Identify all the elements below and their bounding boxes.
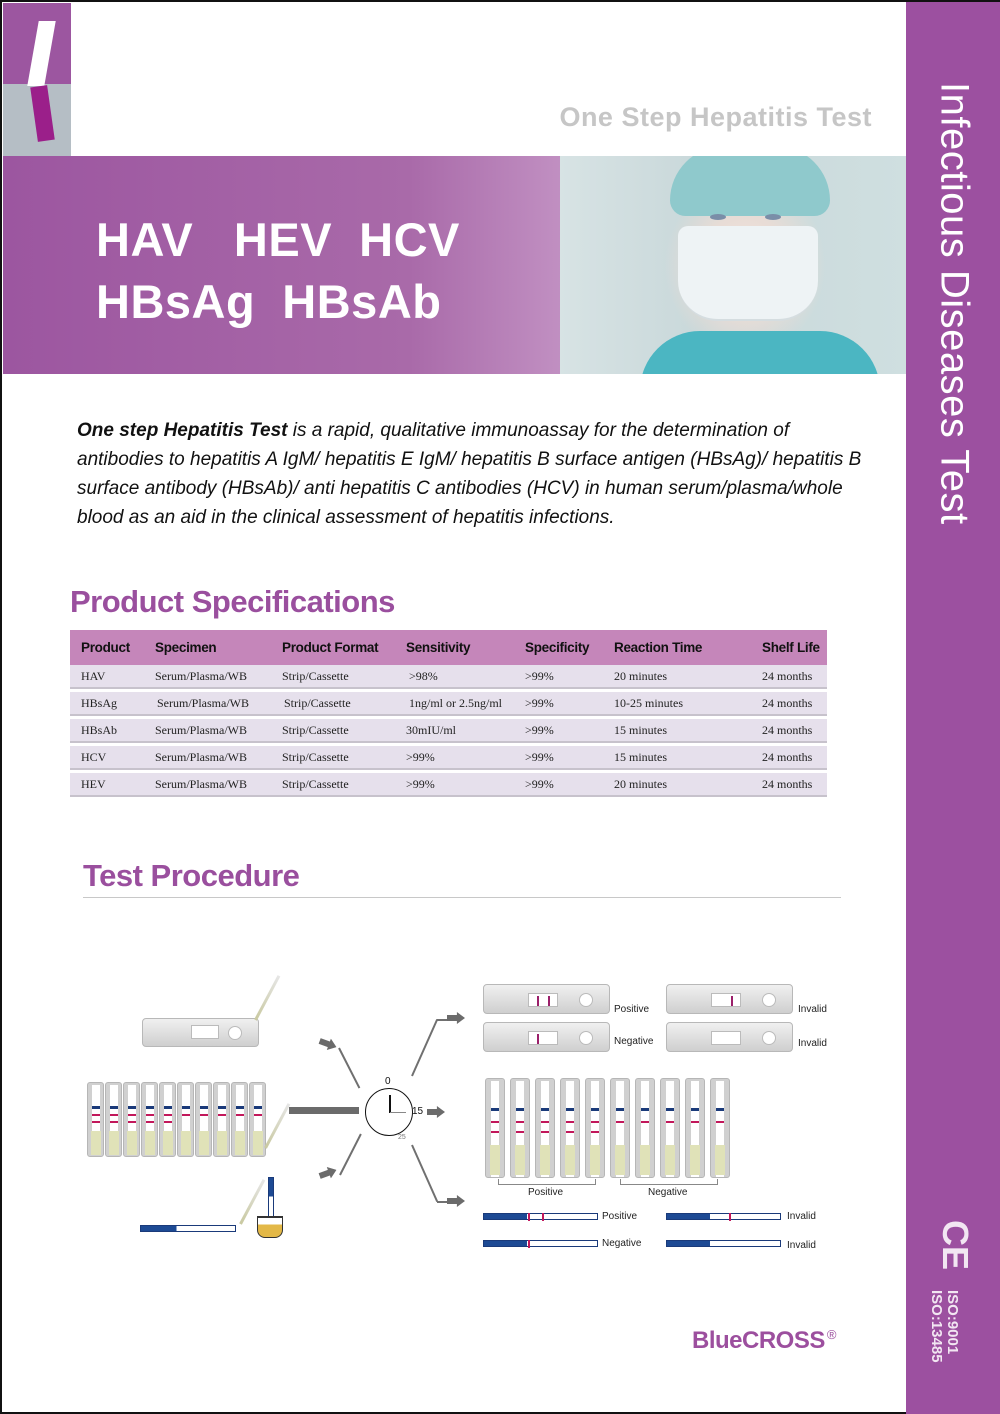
positive-bracket bbox=[498, 1179, 596, 1185]
section-divider bbox=[83, 897, 841, 898]
intro-body: is a rapid, qualitative immunoassay for the determination of antibodies to hepatitis A IgM/ hepatitis E IgM/ hepatitis B surface antigen (HBsAg)/ hepatitis B surface antibody (HBsAb)/ anti hepatitis C antibodies (HCV) in human serum/plasma/whole blood as an aid in the clinical assessment of hepatitis infections. bbox=[77, 420, 862, 528]
strip-result-negative: Negative bbox=[602, 1238, 642, 1249]
table-row bbox=[70, 692, 827, 716]
hero-banner bbox=[3, 156, 906, 374]
table-row bbox=[70, 746, 827, 770]
cell: Serum/Plasma/WB bbox=[155, 776, 247, 791]
negative-bracket bbox=[620, 1179, 718, 1185]
arrow-right-icon bbox=[447, 1195, 465, 1207]
col-format: Product Format bbox=[282, 640, 379, 655]
cell: 24 months bbox=[762, 668, 813, 683]
connector-line bbox=[339, 1134, 362, 1176]
cell: >99% bbox=[525, 722, 554, 737]
arrow-right-icon bbox=[427, 1106, 445, 1118]
clock-label-15: 15 bbox=[412, 1106, 424, 1117]
registered-mark: ® bbox=[826, 1327, 836, 1342]
logo-mark bbox=[3, 3, 71, 157]
doctor-photo bbox=[560, 156, 906, 374]
col-specificity: Specificity bbox=[525, 640, 590, 655]
strip-result-invalid-2: Invalid bbox=[787, 1240, 816, 1251]
cell: Strip/Cassette bbox=[284, 695, 351, 710]
cassette-negative bbox=[483, 1022, 610, 1052]
col-specimen: Specimen bbox=[155, 640, 217, 655]
specifications-table bbox=[70, 630, 827, 797]
cell: 30mIU/ml bbox=[406, 722, 456, 737]
iso-9001-label: ISO:9001 bbox=[944, 1290, 961, 1355]
cell: Strip/Cassette bbox=[282, 668, 349, 683]
cell: 10-25 minutes bbox=[614, 695, 683, 710]
brand-logo bbox=[692, 1327, 836, 1355]
connector-line bbox=[411, 1019, 438, 1076]
cell: 15 minutes bbox=[614, 722, 667, 737]
sample-tubes-illustration bbox=[87, 1082, 266, 1157]
process-bar bbox=[289, 1107, 359, 1114]
cassette-invalid-2 bbox=[666, 1022, 793, 1052]
col-reaction-time: Reaction Time bbox=[614, 640, 703, 655]
cell: >98% bbox=[409, 668, 438, 683]
cassette-result-invalid-2: Invalid bbox=[798, 1038, 827, 1049]
pipette-icon bbox=[264, 1103, 290, 1149]
strip-invalid-2 bbox=[666, 1240, 781, 1247]
cell: 20 minutes bbox=[614, 668, 667, 683]
clock-label-25: 25 bbox=[398, 1134, 406, 1141]
cell: HBsAb bbox=[81, 722, 118, 737]
product-specifications-heading: Product Specifications bbox=[70, 584, 395, 619]
cell: Strip/Cassette bbox=[282, 749, 349, 764]
cell: HCV bbox=[81, 749, 107, 764]
intro-paragraph bbox=[77, 416, 877, 532]
strip-negative bbox=[483, 1240, 598, 1247]
col-shelf-life: Shelf Life bbox=[762, 640, 820, 655]
col-sensitivity: Sensitivity bbox=[406, 640, 471, 655]
document-subtitle: One Step Hepatitis Test bbox=[559, 102, 872, 132]
col-product: Product bbox=[81, 640, 130, 655]
strip-result-invalid-1: Invalid bbox=[787, 1211, 816, 1222]
cell: HEV bbox=[81, 776, 106, 791]
iso-certifications bbox=[928, 1290, 960, 1363]
iso-13485-label: ISO:13485 bbox=[928, 1290, 945, 1363]
test-procedure-heading: Test Procedure bbox=[83, 858, 300, 893]
connector-line bbox=[411, 1145, 438, 1202]
cell: Strip/Cassette bbox=[282, 776, 349, 791]
cell: 20 minutes bbox=[614, 776, 667, 791]
cell: 24 months bbox=[762, 749, 813, 764]
cassette-result-positive: Positive bbox=[614, 1004, 650, 1015]
cell: Strip/Cassette bbox=[282, 722, 349, 737]
table-row bbox=[70, 773, 827, 797]
cell: >99% bbox=[525, 695, 554, 710]
strip-invalid-1 bbox=[666, 1213, 781, 1220]
brand-name: BlueCROSS bbox=[692, 1327, 825, 1354]
strip-positive bbox=[483, 1213, 598, 1220]
cell: >99% bbox=[406, 749, 435, 764]
category-side-bar bbox=[906, 2, 1000, 1414]
connector-line bbox=[437, 1201, 447, 1203]
cell: >99% bbox=[525, 668, 554, 683]
cassette-positive bbox=[483, 984, 610, 1014]
result-tubes-illustration bbox=[485, 1078, 730, 1178]
tube-group-negative: Negative bbox=[648, 1187, 688, 1198]
cell: Serum/Plasma/WB bbox=[155, 722, 247, 737]
cell: HAV bbox=[81, 668, 106, 683]
cassette-result-negative: Negative bbox=[614, 1036, 654, 1047]
table-header-row bbox=[70, 630, 827, 665]
timer-clock-icon bbox=[365, 1088, 413, 1136]
dip-strip-illustration bbox=[140, 1225, 236, 1232]
arrow-right-icon bbox=[447, 1012, 465, 1024]
arrow-right-icon bbox=[317, 1035, 338, 1052]
cell: 24 months bbox=[762, 695, 813, 710]
hero-title-line-1: HAV HEV HCV bbox=[96, 213, 460, 266]
cell: Serum/Plasma/WB bbox=[155, 668, 247, 683]
cell: Serum/Plasma/WB bbox=[157, 695, 249, 710]
table-row bbox=[70, 665, 827, 689]
intro-lead: One step Hepatitis Test bbox=[77, 420, 288, 441]
cell: >99% bbox=[525, 749, 554, 764]
connector-line bbox=[437, 1019, 447, 1021]
cell: HBsAg bbox=[81, 695, 118, 710]
cassette-invalid-1 bbox=[666, 984, 793, 1014]
pipette-icon bbox=[254, 975, 280, 1021]
tube-group-positive: Positive bbox=[528, 1187, 564, 1198]
cell: 15 minutes bbox=[614, 749, 667, 764]
specimen-cup-icon bbox=[257, 1216, 283, 1238]
strip-result-positive: Positive bbox=[602, 1211, 638, 1222]
cell: >99% bbox=[525, 776, 554, 791]
arrow-right-icon bbox=[317, 1164, 338, 1181]
connector-line bbox=[338, 1048, 360, 1089]
cell: 24 months bbox=[762, 722, 813, 737]
table-row bbox=[70, 719, 827, 743]
ce-mark-icon: CE bbox=[935, 1220, 976, 1271]
cell: Serum/Plasma/WB bbox=[155, 749, 247, 764]
sample-cassette-illustration bbox=[142, 1018, 259, 1047]
cell: 1ng/ml or 2.5ng/ml bbox=[409, 695, 502, 710]
hero-title-line-2: HBsAg HBsAb bbox=[96, 275, 442, 328]
cell: 24 months bbox=[762, 776, 813, 791]
cassette-result-invalid-1: Invalid bbox=[798, 1004, 827, 1015]
cell: >99% bbox=[406, 776, 435, 791]
clock-label-0: 0 bbox=[385, 1076, 391, 1087]
category-title: Infectious Diseases Test bbox=[932, 82, 977, 525]
